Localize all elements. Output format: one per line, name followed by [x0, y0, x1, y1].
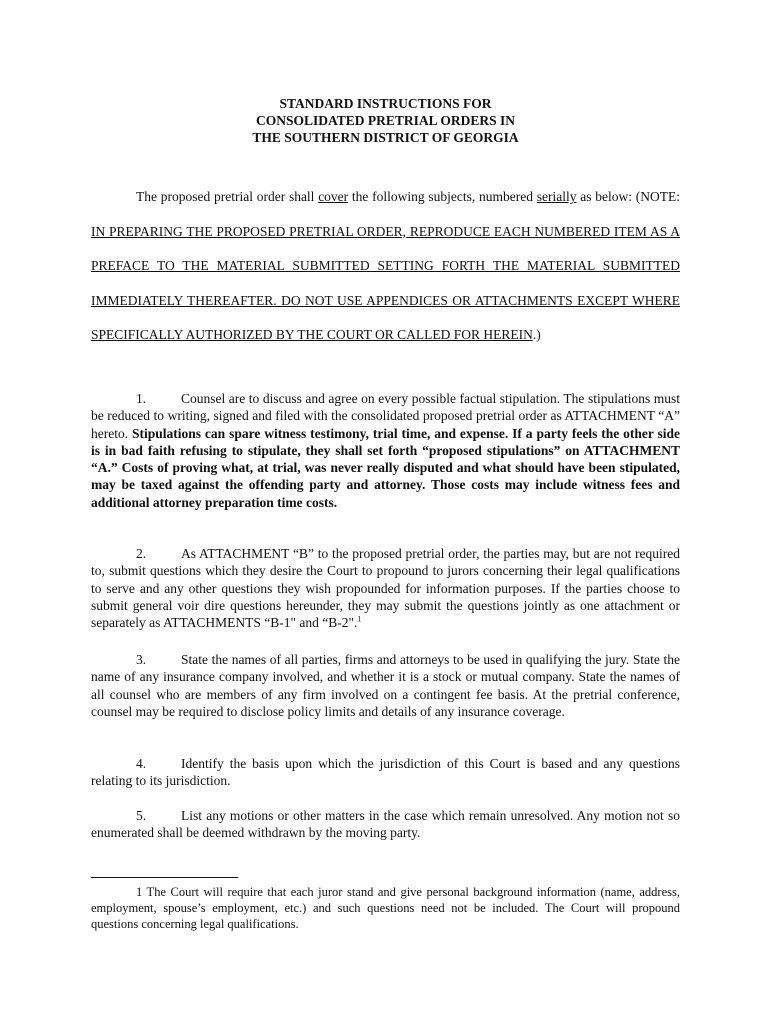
intro-text-a: The proposed pretrial order shall [136, 189, 319, 204]
footnote-divider [91, 877, 238, 878]
item-text: Counsel are to discuss and agree on every possible factual stipulation. The stipulations must be reduced to writing, signed and filed with the consolidated proposed pretrial order as ATTACHMENT “A” hereto. [91, 391, 680, 441]
title-line-2: CONSOLIDATED PRETRIAL ORDERS IN [256, 113, 515, 128]
intro-text-c: as below: (NOTE: [576, 189, 680, 204]
item-number: 3. [136, 652, 147, 667]
item-text: Identify the basis upon which the jurisdiction of this Court is based and any questions relating to its jurisdiction. [91, 756, 680, 789]
document-title [91, 95, 680, 146]
item-number: 5. [136, 808, 147, 823]
title-line-1: STANDARD INSTRUCTIONS FOR [279, 96, 492, 111]
item-2 [91, 545, 680, 631]
item-4 [91, 755, 680, 790]
intro-text-b: the following subjects, numbered [348, 189, 537, 204]
item-5 [91, 807, 680, 842]
item-number: 4. [136, 756, 147, 771]
title-line-3: THE SOUTHERN DISTRICT OF GEORGIA [252, 130, 519, 145]
item-number: 1. [136, 391, 147, 406]
intro-paragraph [91, 180, 680, 353]
item-text: As ATTACHMENT “B” to the proposed pretrial order, the parties may, but are not required to, submit questions which they desire the Court to propound to jurors concerning their legal qualifications to serve and any other questions they wish propounded for information purposes. If the parties choose to submit general voir dire questions hereunder, they may submit the questions jointly as one attachment or separately as ATTACHMENTS “B-1" and “B-2". [91, 546, 680, 631]
item-1 [91, 390, 680, 511]
item-number: 2. [136, 546, 147, 561]
item-text: List any motions or other matters in the case which remain unresolved. Any motion not so enumerated shall be deemed withdrawn by the moving party. [91, 808, 680, 841]
item-3 [91, 651, 680, 720]
footnote-text: 1 The Court will require that each juror stand and give personal background information (name, address, employment, spouse’s employment, etc.) and such questions need not be included. The Court will propound questions concerning legal qualifications. [91, 885, 680, 931]
intro-text-d: .) [532, 327, 541, 343]
intro-cover: cover [318, 189, 349, 204]
footnote [91, 884, 680, 932]
intro-note: IN PREPARING THE PROPOSED PRETRIAL ORDER, REPRODUCE EACH NUMBERED ITEM AS A PREFACE TO THE MATERIAL SUBMITTED SETTING FORTH THE MATERIAL SUBMITTED IMMEDIATELY THEREAFTER. DO NOT USE APPENDICES OR ATTACHMENTS EXCEPT WHERE SPECIFICALLY AUTHORIZED BY THE COURT OR CALLED FOR HEREIN [91, 223, 680, 343]
footnote-ref: 1 [357, 614, 362, 624]
intro-serially: serially [536, 189, 577, 204]
item-bold-text: Stipulations can spare witness testimony, trial time, and expense. If a party feels the other side is in bad faith refusing to stipulate, they shall set forth “proposed stipulations” on ATTACHMENT “A.” Costs of proving what, at trial, was never really disputed and what should have been stipulated, may be taxed against the offending party and attorney. Those costs may include witness fees and additional attorney preparation time costs. [91, 425, 680, 510]
item-text: State the names of all parties, firms and attorneys to be used in qualifying the jury. State the name of any insurance company involved, and whether it is a stock or mutual company. State the names of all counsel who are members of any firm involved on a contingent fee basis. At the pretrial conference, counsel may be required to disclose policy limits and details of any insurance coverage. [91, 652, 680, 719]
